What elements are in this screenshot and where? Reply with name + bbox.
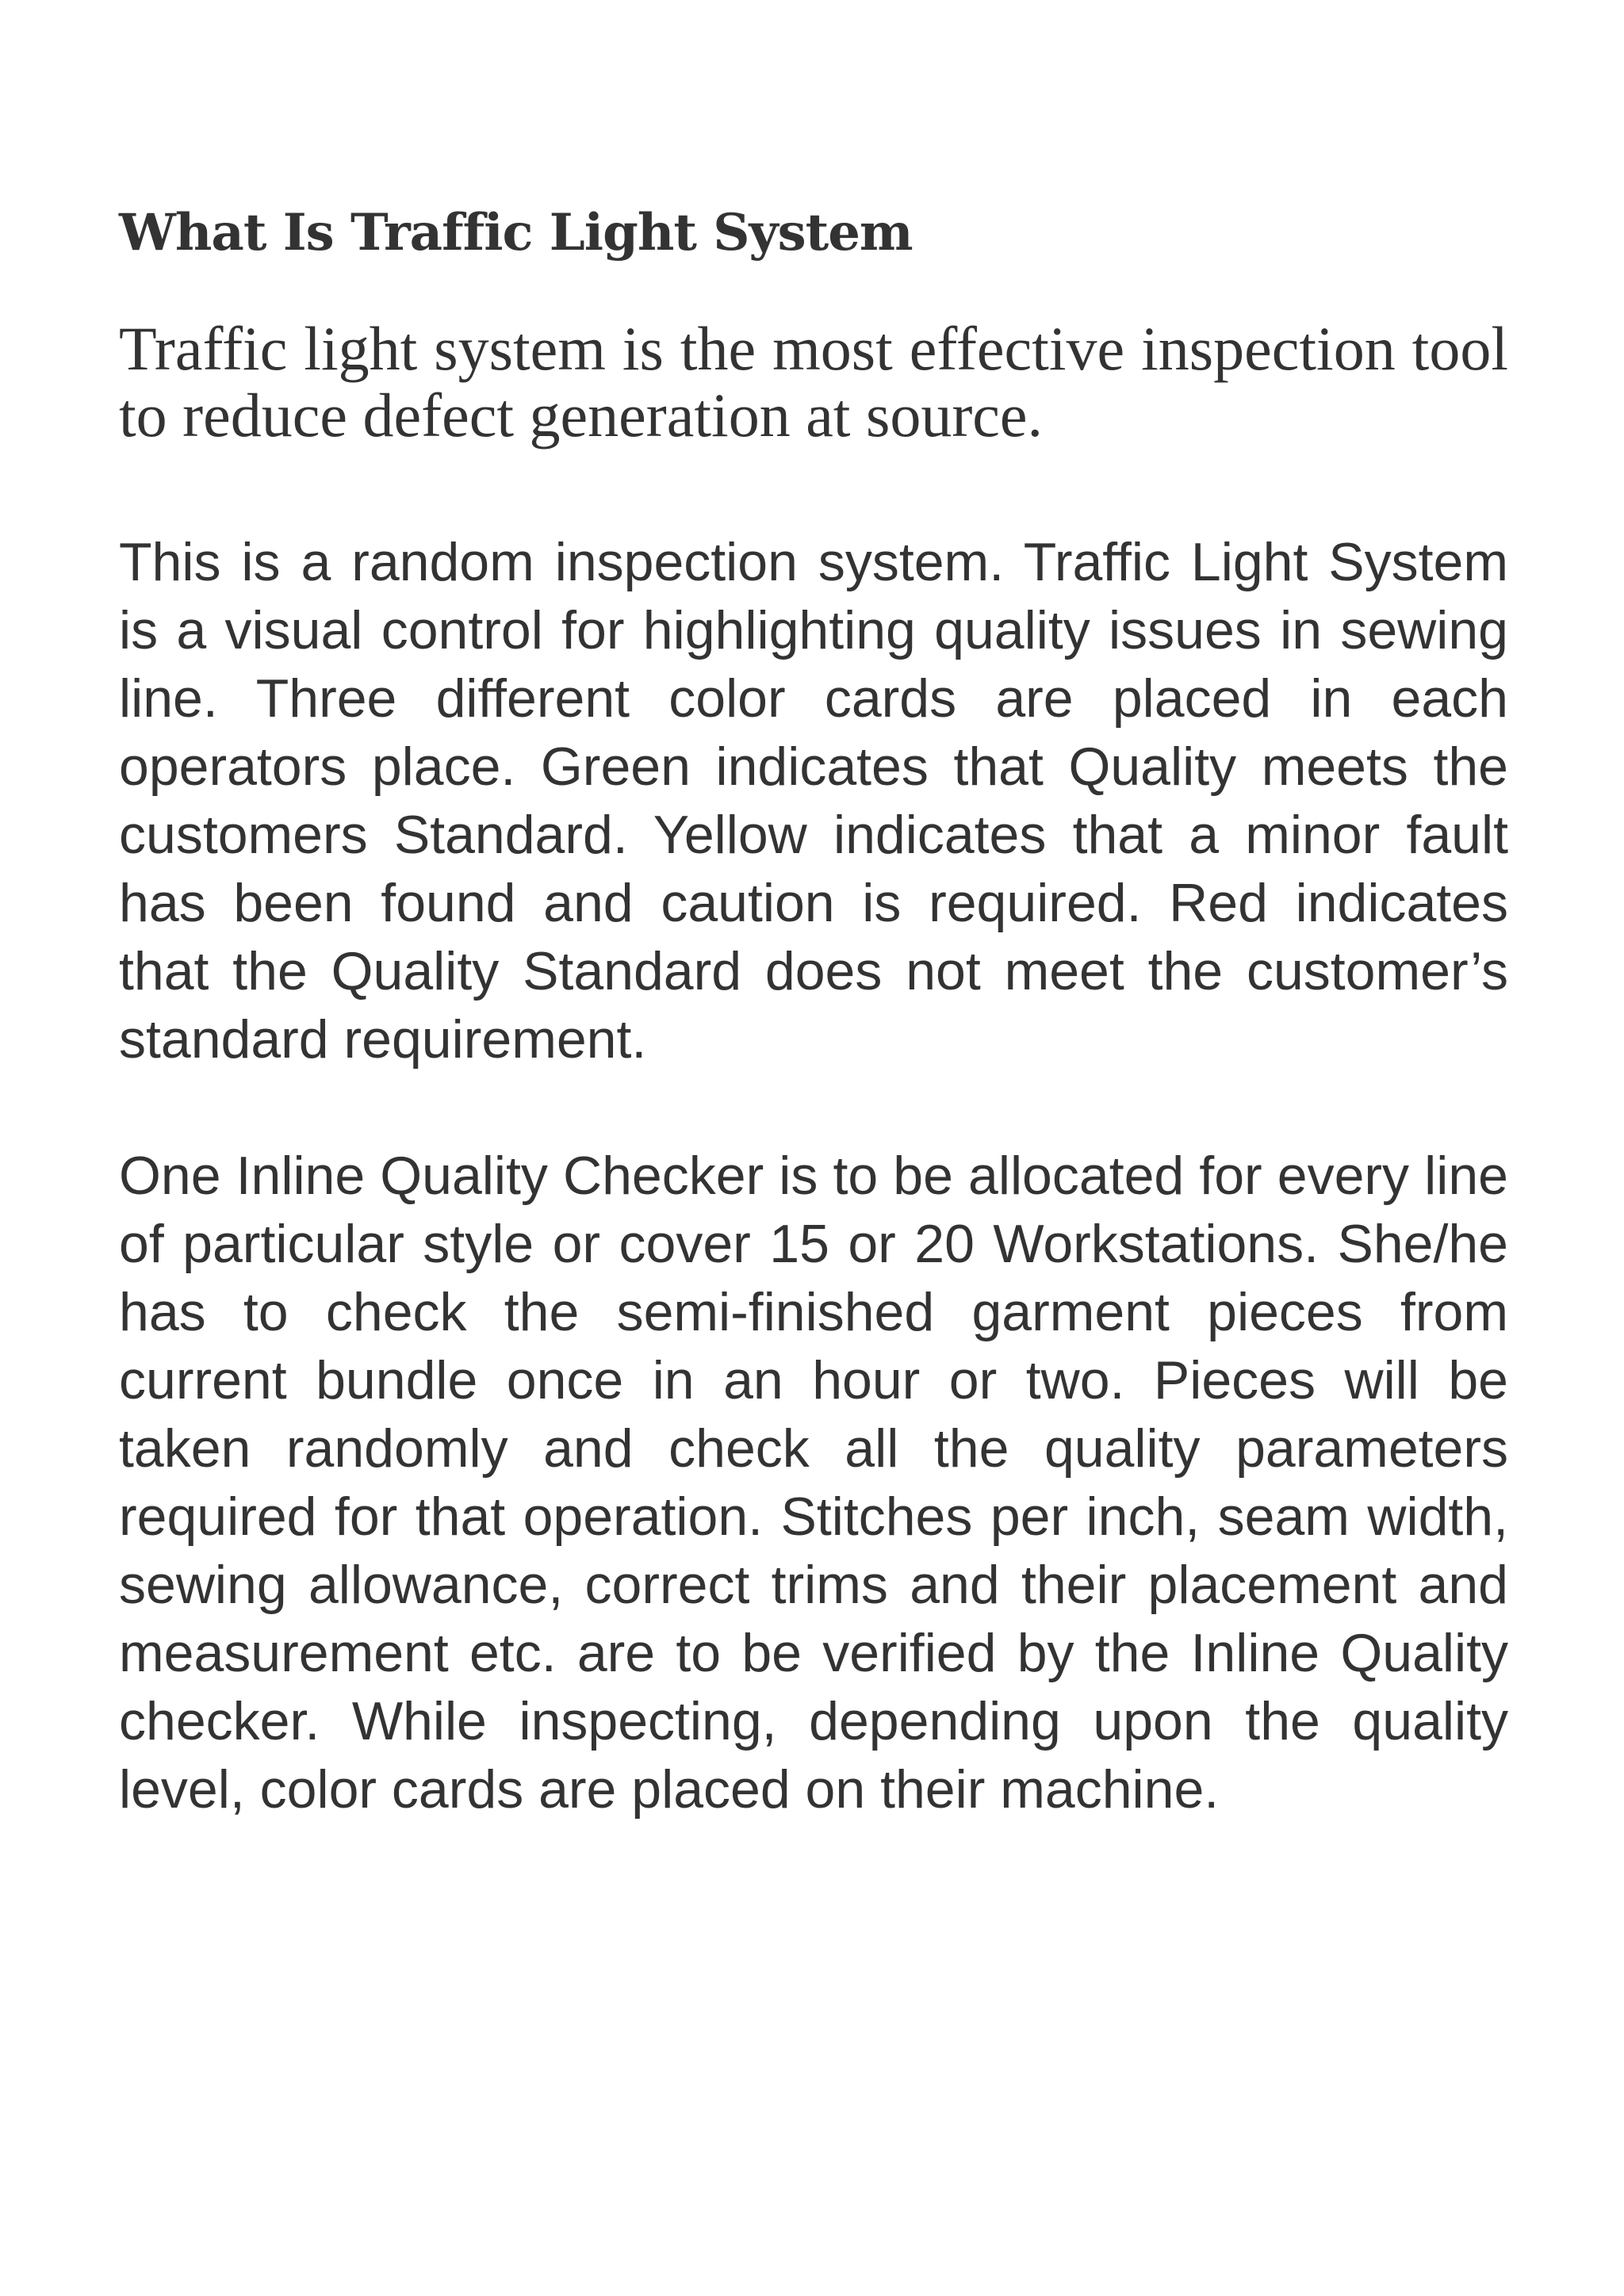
document-page: [119, 198, 1508, 1892]
document-title: What Is Traffic Light System: [119, 203, 913, 262]
paragraph-traffic-light-description: This is a random inspection system. Traffic Light System is a visual control for highlighting quality issues in sewing line. Three different color cards are placed in each operators place. Green indicates that Quality meets the customers Standard. Yellow indicates that a minor fault has been found and caution is required. Red indicates that the Quality Standard does not meet the customer’s standard requirement.: [119, 532, 1508, 1070]
paragraph-inline-checker: One Inline Quality Checker is to be allocated for every line of particular style or cover 15 or 20 Workstations. She/he has to check the semi-finished garment pieces from current bundle once in an hour or two. Pieces will be taken randomly and check all the quality parameters required for that operation. Stitches per inch, seam width, sewing allowance, correct trims and their placement and measurement etc. are to be verified by the Inline Quality checker. While inspecting, depending upon the quality level, color cards are placed on their machine.: [119, 1146, 1508, 1820]
lead-paragraph: Traffic light system is the most effective inspection tool to reduce defect generation at source.: [119, 314, 1508, 450]
